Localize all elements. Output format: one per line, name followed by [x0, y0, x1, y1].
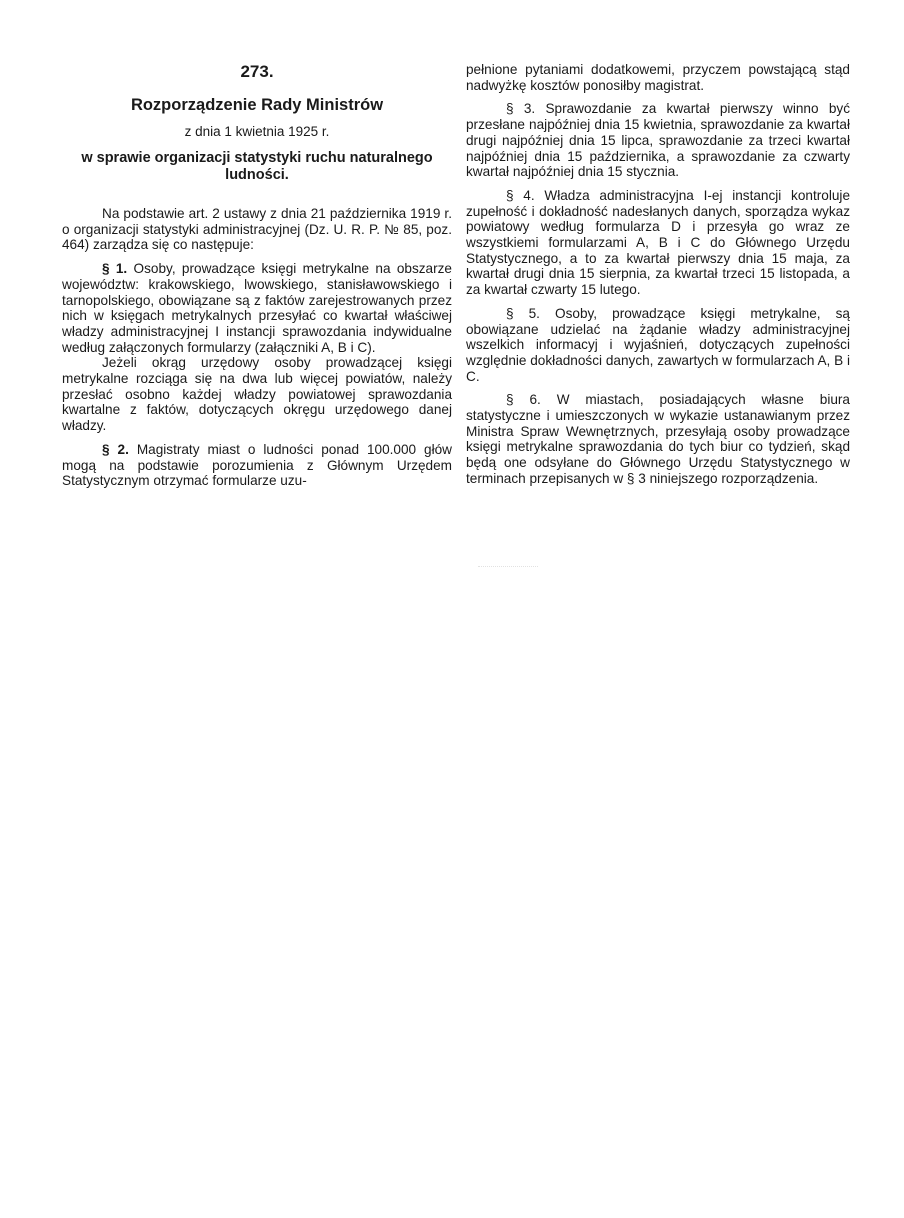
- document-title: Rozporządzenie Rady Ministrów: [130, 96, 384, 114]
- print-speck: [478, 566, 538, 569]
- section-3: [466, 101, 850, 180]
- section-2-continuation: pełnione pytaniami dodatkowemi, przyczem powstającą stąd nadwyżkę kosztów ponosiłby magistrat.: [466, 62, 850, 93]
- right-column: [466, 62, 850, 487]
- section-text: Władza administracyjna I-ej instancji kontroluje zupełność i dokładność nadesłanych danych, sporządza wykaz powiatowy według formularza D i przesyła go wraz ze wszystkiemi formularzami A, B i C do Głównego Urzędu Statystycznego, a to za kwartał pierwszy dnia 15 maja, za kwartał drugi dnia 15 sierpnia, za kwartał trzeci 15 listopada, a za kwartał czwarty 15 lutego.: [466, 187, 850, 298]
- section-mark: § 2.: [102, 441, 129, 457]
- section-1: [62, 261, 452, 355]
- section-mark: § 5.: [506, 305, 540, 321]
- section-mark: § 4.: [506, 187, 535, 203]
- section-4: [466, 188, 850, 298]
- section-text: Osoby, prowadzące księgi metrykalne, są obowiązane udzielać na żądanie władzy administracyjnej wszelkich informacyj i wyjaśnień, dotyczących zupełności względnie dokładności danych, zawartych w formularzach A, B i C.: [466, 305, 850, 384]
- section-text: Magistraty miast o ludności ponad 100.000 głów mogą na podstawie porozumienia z Głównym Urzędem Statystycznym otrzymać formularze uzu-: [62, 441, 453, 489]
- section-text: Osoby, prowadzące księgi metrykalne na obszarze województw: krakowskiego, lwowskiego, stanisławowskiego i tarnopolskiego, obowiązane są z faktów zarejestrowanych przez nich w księgach metrykalnych przesyłać co kwartał właściwej władzy administracyjnej I instancji sprawozdania indywidualne według załączonych formularzy (załączniki A, B i C).: [62, 261, 452, 355]
- section-2: [62, 442, 452, 489]
- section-text: Sprawozdanie za kwartał pierwszy winno być przesłane najpóźniej dnia 15 kwietnia, sprawozdanie za kwartał drugi najpóźniej dnia 15 lipca, sprawozdanie za trzeci kwartał najpóźniej dnia 15 października, a sprawozdanie za czwarty kwartał najpóźniej dnia 15 stycznia.: [466, 101, 850, 180]
- section-mark: § 6.: [506, 392, 541, 408]
- section-5: [466, 306, 850, 385]
- act-number: 273.: [240, 62, 274, 81]
- left-column: [62, 62, 452, 489]
- section-mark: § 3.: [506, 101, 536, 117]
- document-date: z dnia 1 kwietnia 1925 r.: [184, 124, 330, 139]
- section-1-paragraph-2: Jeżeli okrąg urzędowy osoby prowadzącej księgi metrykalne rozciąga się na dwa lub więcej powiatów, należy przesłać osobno każdej władzy powiatowej sprawozdania kwartalne z faktów, dotyczących okręgu urzędowego danej władzy.: [62, 355, 452, 434]
- preamble: Na podstawie art. 2 ustawy z dnia 21 października 1919 r. o organizacji statystyki administracyjnej (Dz. U. R. P. № 85, poz. 464) zarządza się co następuje:: [62, 206, 452, 253]
- document-subject: w sprawie organizacji statystyki ruchu naturalnego ludności.: [81, 150, 433, 183]
- section-text: W miastach, posiadających własne biura statystyczne i umieszczonych w wykazie ustanawianym przez Ministra Spraw Wewnętrznych, przesyłają osoby prowadzące księgi metrykalne sprawozdania do tych biur co tydzień, skąd będą one odsyłane do Głównego Urzędu Statystycznego w terminach przepisanych w § 3 niniejszego rozporządzenia.: [466, 392, 850, 486]
- section-mark: § 1.: [102, 261, 128, 277]
- section-6: [466, 392, 850, 486]
